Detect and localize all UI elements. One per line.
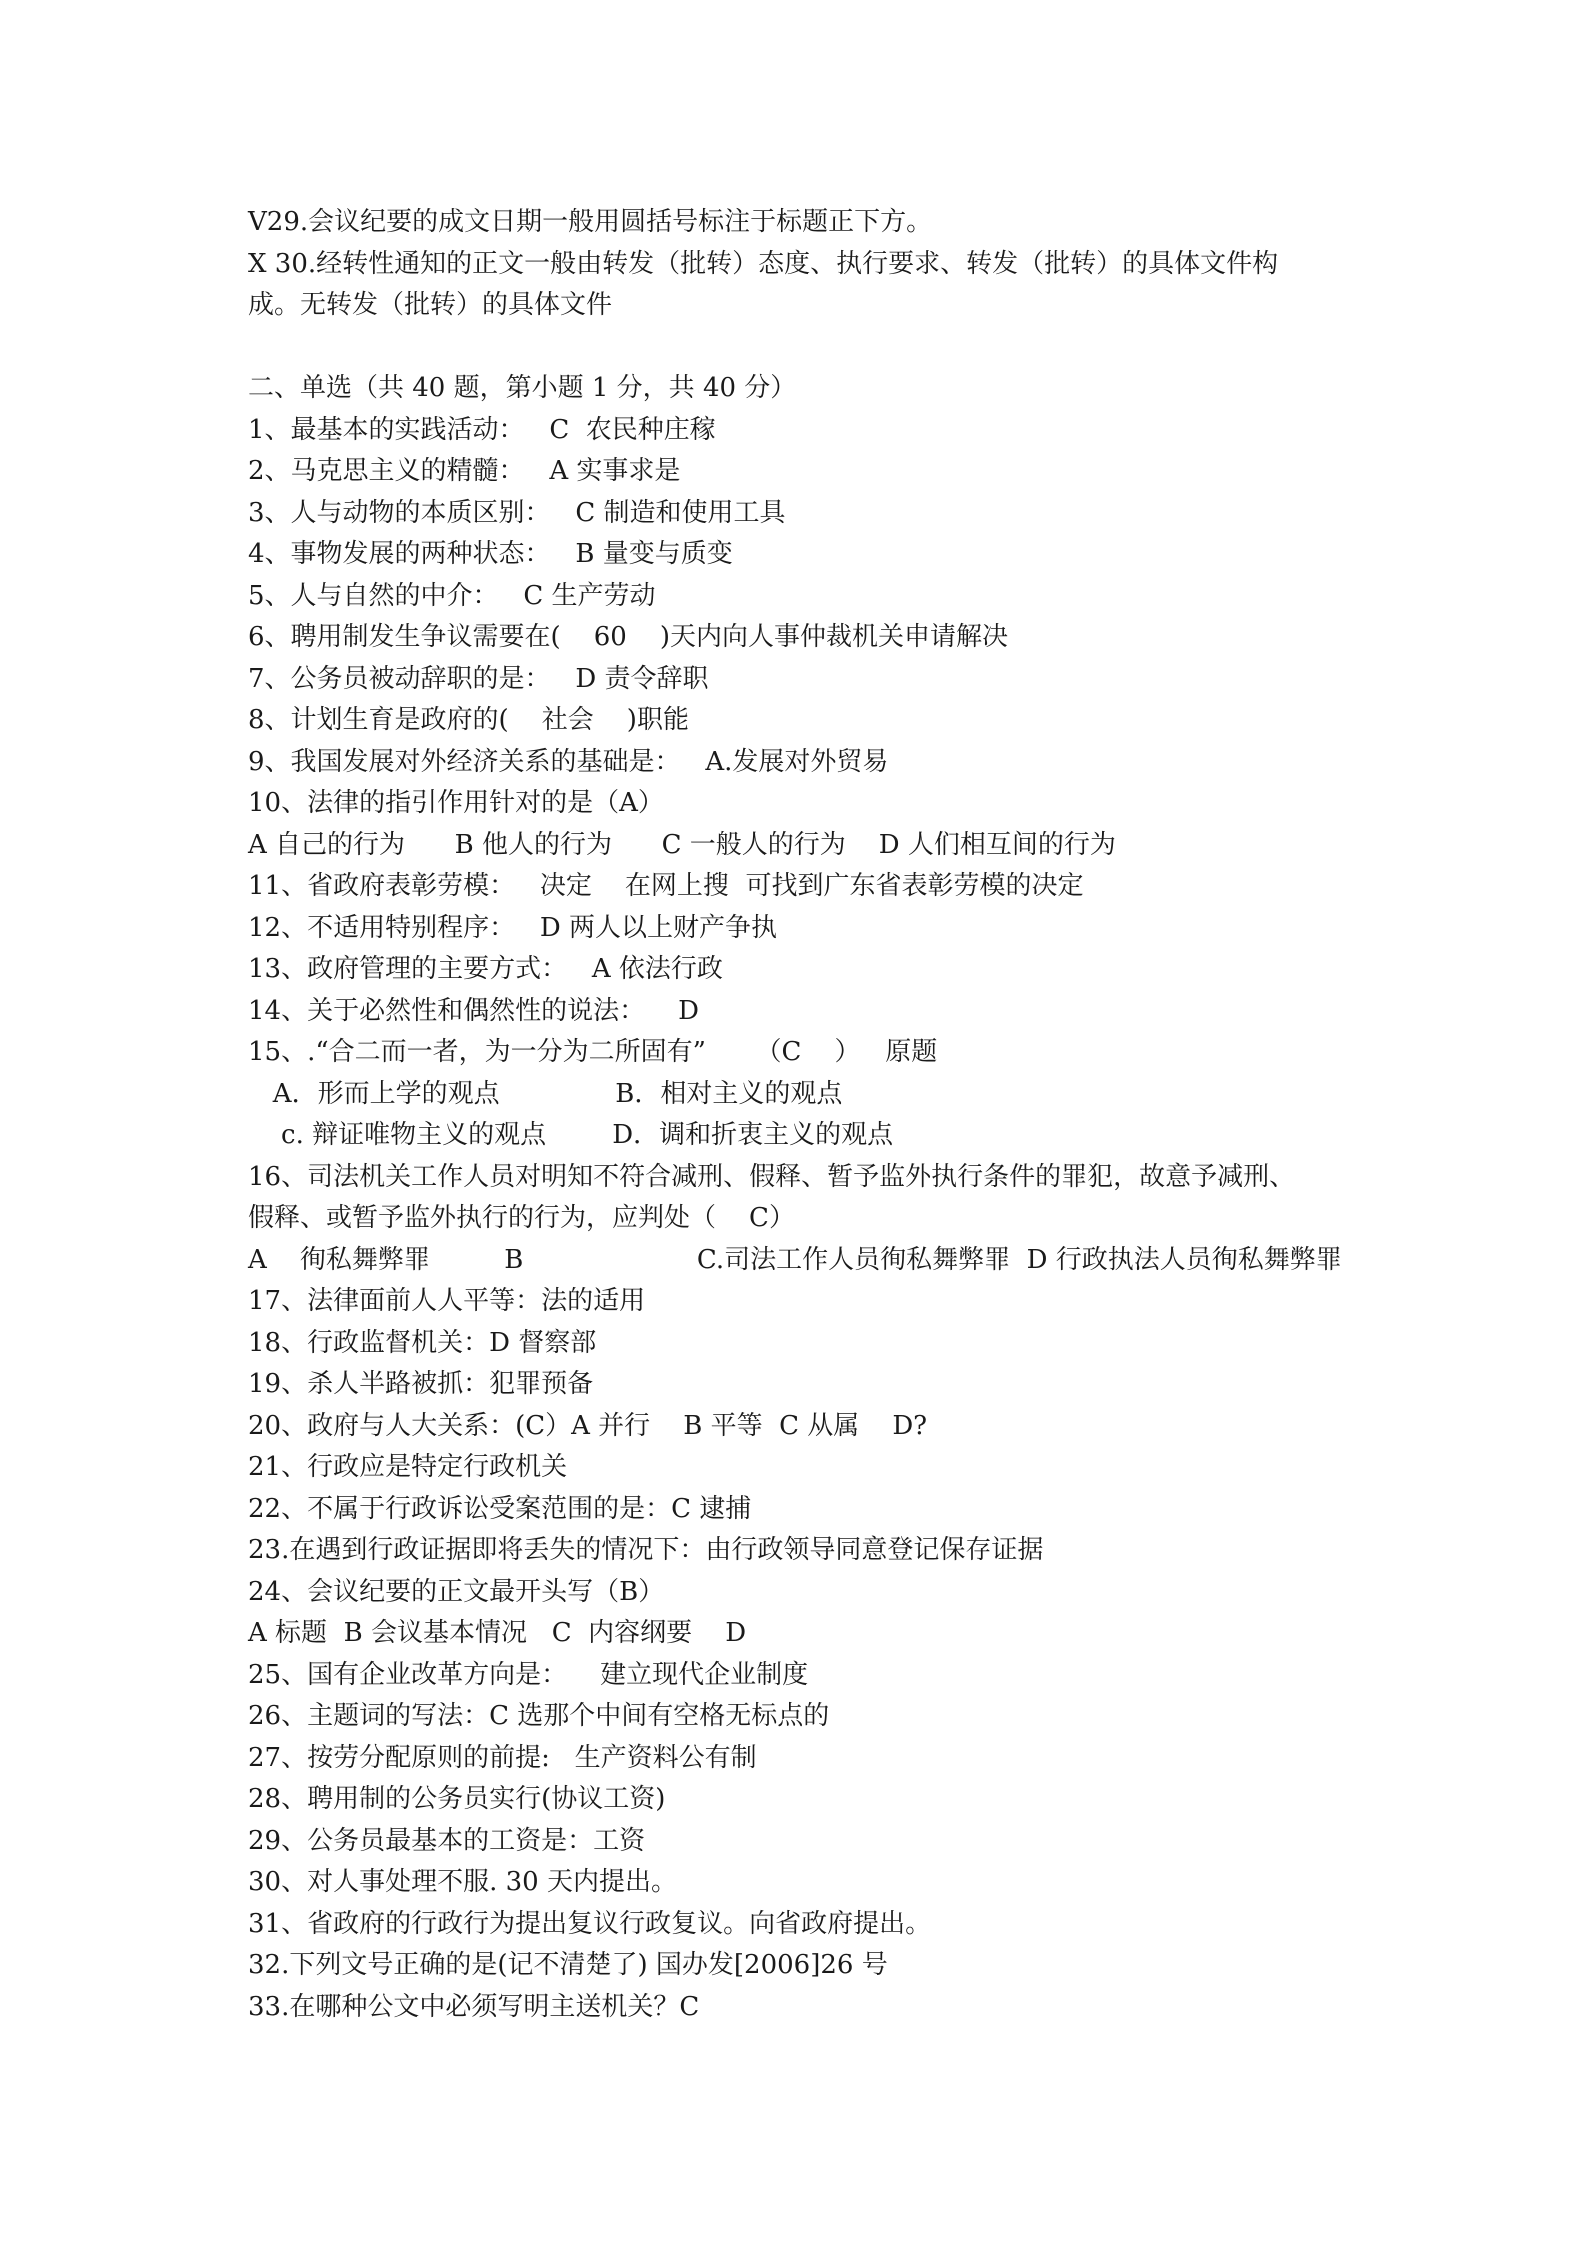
question-line: A 自己的行为 B 他人的行为 C 一般人的行为 D 人们相互间的行为 [248, 829, 1116, 860]
question-line: 14、关于必然性和偶然性的说法： D [248, 995, 699, 1026]
question-line: 2、马克思主义的精髓： A 实事求是 [248, 456, 681, 486]
question-line: 32.下列文号正确的是(记不清楚了) 国办发[2006]26 号 [248, 1950, 888, 1980]
section-heading: 二、单选（共 40 题，第小题 1 分，共 40 分） [248, 373, 797, 403]
question-line: 31、省政府的行政行为提出复议行政复议。向省政府提出。 [248, 1908, 932, 1939]
question-line: 23.在遇到行政证据即将丢失的情况下：由行政领导同意登记保存证据 [248, 1535, 1044, 1565]
question-line: 4、事物发展的两种状态： B 量变与质变 [248, 539, 733, 569]
question-line: 10、法律的指引作用针对的是（A） [248, 788, 664, 818]
question-list [248, 410, 1368, 2029]
question-line: 16、司法机关工作人员对明知不符合减刑、假释、暂予监外执行条件的罪犯，故意予减刑、 [248, 1161, 1296, 1192]
document-body [248, 202, 1368, 2028]
question-line: 30、对人事处理不服. 30 天内提出。 [248, 1867, 677, 1897]
question-line: 3、人与动物的本质区别： C 制造和使用工具 [248, 497, 786, 528]
intro-line: X 30.经转性通知的正文一般由转发（批转）态度、执行要求、转发（批转）的具体文件构 [248, 248, 1279, 279]
question-line: 19、杀人半路被抓：犯罪预备 [248, 1369, 594, 1399]
question-line: 15、.“合二而一者，为一分为二所固有” （C ） 原题 [248, 1037, 938, 1067]
question-line: 22、不属于行政诉讼受案范围的是：C 逮捕 [248, 1493, 752, 1524]
question-line: 27、按劳分配原则的前提: 生产资料公有制 [248, 1742, 757, 1773]
question-line: 假释、或暂予监外执行的行为，应判处（ C） [248, 1203, 795, 1233]
question-line: 6、聘用制发生争议需要在( 60 )天内向人事仲裁机关申请解决 [248, 622, 1009, 652]
question-line: A 徇私舞弊罪 B C.司法工作人员徇私舞弊罪 D 行政执法人员徇私舞弊罪 [248, 1244, 1342, 1275]
question-line: 11、省政府表彰劳模： 决定 在网上搜 可找到广东省表彰劳模的决定 [248, 871, 1084, 901]
question-line: 33.在哪种公文中必须写明主送机关？C [248, 1991, 700, 2022]
question-line: 26、主题词的写法：C 选那个中间有空格无标点的 [248, 1701, 830, 1731]
spacer [248, 327, 1368, 369]
question-line: 9、我国发展对外经济关系的基础是： A.发展对外贸易 [248, 746, 889, 777]
question-line: 17、法律面前人人平等：法的适用 [248, 1286, 646, 1316]
question-line: A．形而上学的观点 B．相对主义的观点 [248, 1078, 843, 1109]
question-line: A 标题 B 会议基本情况 C 内容纲要 D [248, 1618, 747, 1648]
question-line: 13、政府管理的主要方式： A 依法行政 [248, 954, 723, 984]
question-line: 20、政府与人大关系：(C）A 并行 B 平等 C 从属 D? [248, 1410, 928, 1441]
question-line: 29、公务员最基本的工资是：工资 [248, 1825, 646, 1856]
question-line: 5、人与自然的中介： C 生产劳动 [248, 580, 656, 611]
intro-block [248, 202, 1368, 327]
question-line: 18、行政监督机关：D 督察部 [248, 1327, 597, 1358]
question-line: 1、最基本的实践活动： C 农民种庄稼 [248, 414, 716, 445]
question-line: 8、计划生育是政府的( 社会 )职能 [248, 705, 689, 735]
question-line: 12、不适用特别程序： D 两人以上财产争执 [248, 912, 777, 943]
question-line: 24、会议纪要的正文最开头写（B） [248, 1576, 665, 1607]
intro-line: 成。无转发（批转）的具体文件 [248, 290, 613, 320]
question-line: c. 辩证唯物主义的观点 D．调和折衷主义的观点 [248, 1120, 894, 1150]
question-line: 28、聘用制的公务员实行(协议工资) [248, 1784, 666, 1814]
intro-line: V29.会议纪要的成文日期一般用圆括号标注于标题正下方。 [248, 207, 933, 237]
question-line: 25、国有企业改革方向是： 建立现代企业制度 [248, 1659, 809, 1690]
question-line: 7、公务员被动辞职的是： D 责令辞职 [248, 663, 709, 694]
question-line: 21、行政应是特定行政机关 [248, 1452, 568, 1482]
